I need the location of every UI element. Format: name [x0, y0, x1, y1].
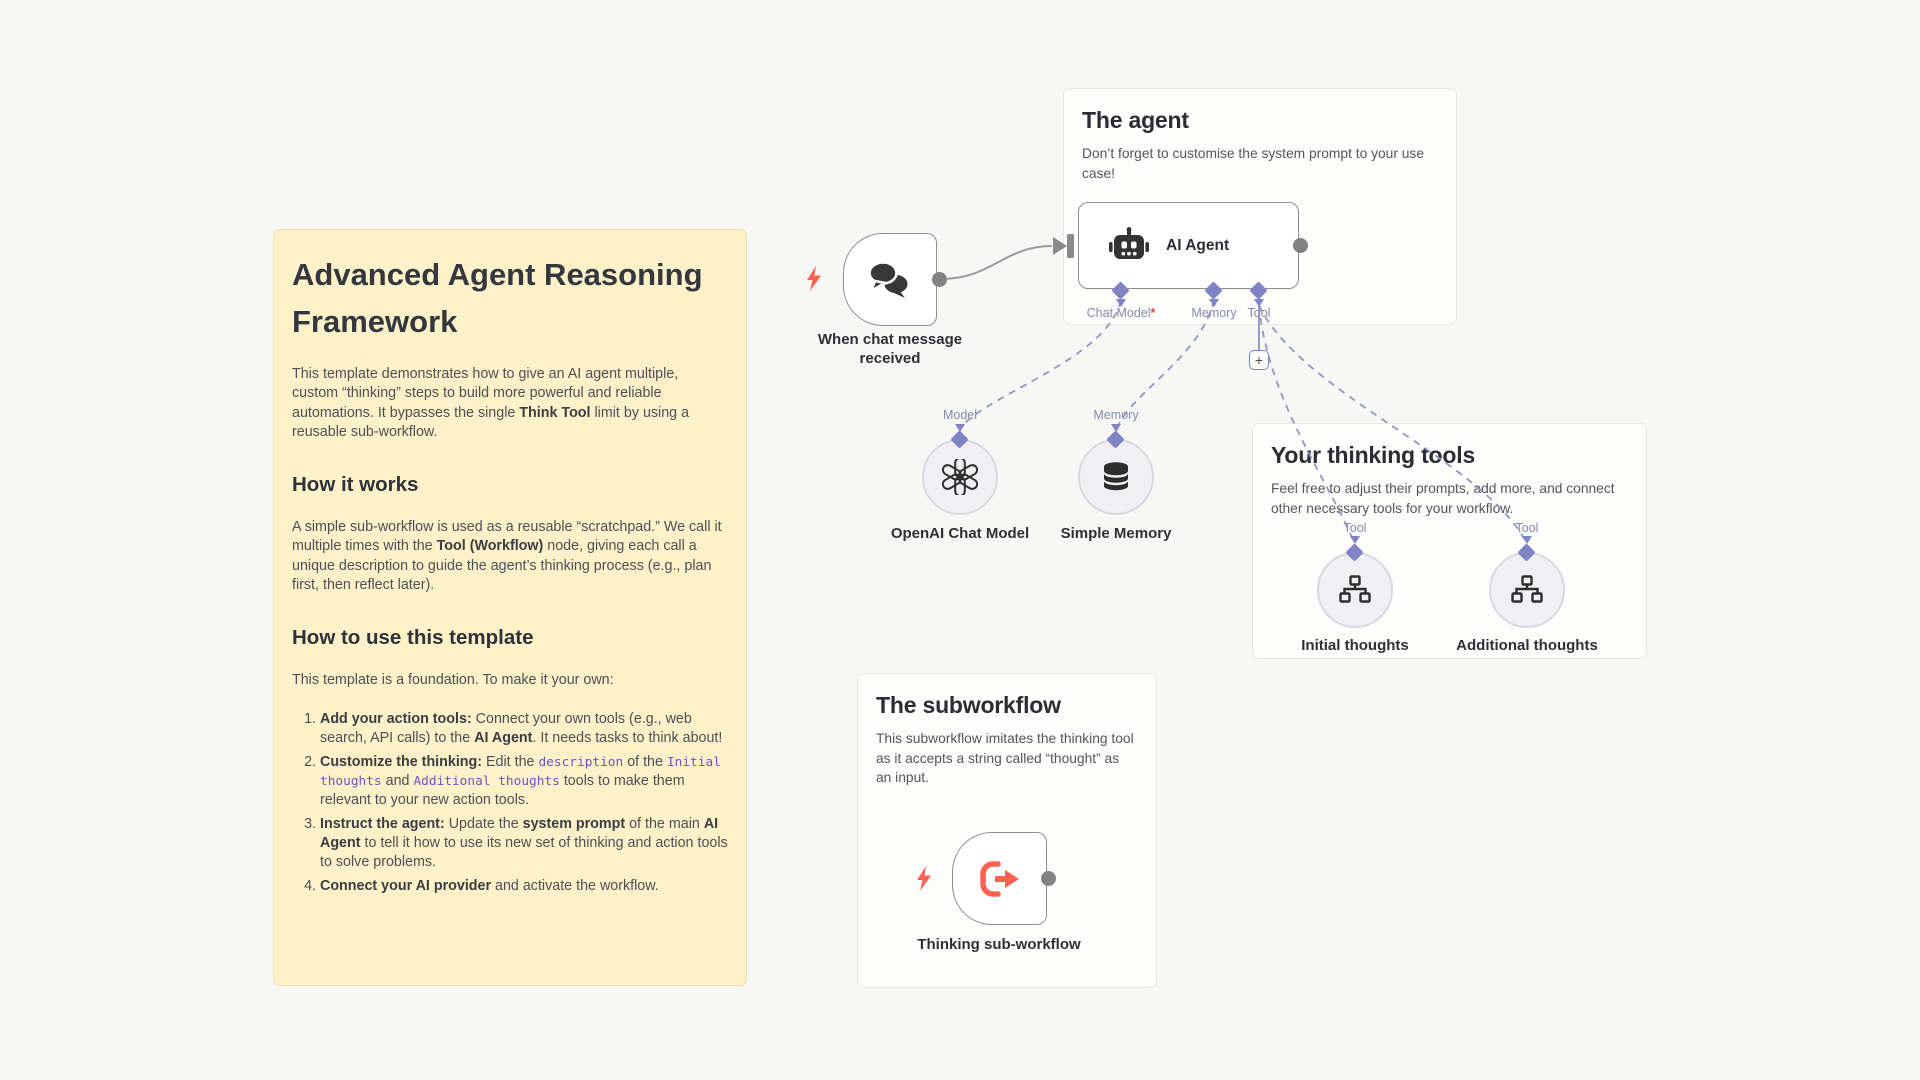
- note-body: This subworkflow imitates the thinking tool as it accepts a string called “thought” as an input.: [876, 731, 1134, 786]
- tool1-label: Initial thoughts: [1301, 637, 1409, 654]
- chat-trigger-output-port[interactable]: [932, 272, 947, 287]
- sticky-title: Advanced Agent Reasoning Framework: [292, 257, 703, 339]
- node-ai-agent[interactable]: [1078, 202, 1299, 289]
- database-icon: [1101, 462, 1131, 492]
- memory-label: Simple Memory: [1060, 525, 1172, 542]
- tool2-port-label: Tool: [1515, 521, 1539, 535]
- chat-bubbles-icon: [867, 259, 913, 301]
- sticky-intro: This template demonstrates how to give an AI agent multiple, custom “thinking” steps to build more powerful and reliable automations. It bypasses the single Think Tool limit by using a reusable sub-workflow.: [292, 366, 690, 441]
- note-title: The subworkflow: [876, 692, 1061, 718]
- openai-icon: [942, 459, 978, 495]
- model-port-label: Model: [942, 408, 978, 422]
- trigger-lightning-icon: [807, 266, 821, 291]
- node-initial-thoughts[interactable]: [1317, 552, 1393, 628]
- agent-tool-port-label: Tool: [1247, 306, 1271, 320]
- memory-port-label: Memory: [1093, 408, 1139, 422]
- subworkflow-tool-icon: [1339, 575, 1371, 605]
- connection-trigger-to-agent: [941, 246, 1052, 279]
- sticky-use-intro: This template is a foundation. To make it your own:: [292, 671, 614, 688]
- tool2-label: Additional thoughts: [1456, 637, 1598, 654]
- sticky-heading-use: How to use this template: [292, 625, 534, 649]
- subworkflow-output-port[interactable]: [1041, 871, 1056, 886]
- list-item: 3. Instruct the agent: Update the system prompt of the main AI Agent to tell it how to use its new set of thinking and action tools to solve problems.: [320, 815, 728, 872]
- node-chat-trigger[interactable]: [843, 233, 937, 326]
- list-item: 2. Customize the thinking: Edit the description of the Initial thoughts and Additional thoughts tools to make them relevant to your new action tools.: [320, 753, 728, 810]
- subtrigger-lightning-icon: [917, 866, 931, 891]
- note-title: The agent: [1082, 107, 1189, 133]
- note-body: Feel free to adjust their prompts, add more, and connect other necessary tools for your workflow.: [1271, 481, 1615, 516]
- node-simple-memory[interactable]: [1078, 439, 1154, 515]
- subworkflow-tool-icon: [1511, 575, 1543, 605]
- note-body: Don’t forget to customise the system prompt to your use case!: [1082, 146, 1425, 181]
- connection-agent-to-tool2: [1259, 305, 1525, 540]
- model-label: OpenAI Chat Model: [890, 525, 1030, 542]
- subworkflow-trigger-label: Thinking sub-workflow: [917, 936, 1081, 953]
- tool1-port-label: Tool: [1343, 521, 1367, 535]
- node-openai-chat-model[interactable]: [922, 439, 998, 515]
- add-tool-button[interactable]: +: [1249, 350, 1269, 370]
- robot-icon: [1107, 227, 1151, 265]
- execute-workflow-icon: [978, 860, 1022, 898]
- ai-agent-output-port[interactable]: [1293, 238, 1308, 253]
- chat-trigger-label: When chat message received: [817, 331, 963, 368]
- agent-input-arrow: [1053, 237, 1067, 255]
- sticky-how-body: A simple sub-workflow is used as a reusable “scratchpad.” We call it multiple times with the Tool (Workflow) node, giving each call a unique description to guide the agent’s thinking process (e.g., plan first, then reflect later).: [292, 518, 722, 594]
- connection-agent-to-tool1: [1259, 305, 1353, 540]
- node-thinking-subworkflow-trigger[interactable]: [952, 832, 1047, 925]
- node-additional-thoughts[interactable]: [1489, 552, 1565, 628]
- agent-chat-model-port-label: Chat Model*: [1086, 306, 1156, 320]
- list-item: 1. Add your action tools: Connect your own tools (e.g., web search, API calls) to the AI Agent. It needs tasks to think about!: [320, 710, 728, 748]
- agent-memory-port-label: Memory: [1191, 306, 1237, 320]
- ai-agent-title: AI Agent: [1166, 236, 1230, 254]
- note-title: Your thinking tools: [1271, 442, 1476, 468]
- sticky-heading-how: How it works: [292, 472, 419, 496]
- list-item: 4. Connect your AI provider and activate the workflow.: [320, 877, 728, 896]
- required-asterisk: *: [1150, 306, 1156, 320]
- agent-input-bar: [1067, 234, 1074, 258]
